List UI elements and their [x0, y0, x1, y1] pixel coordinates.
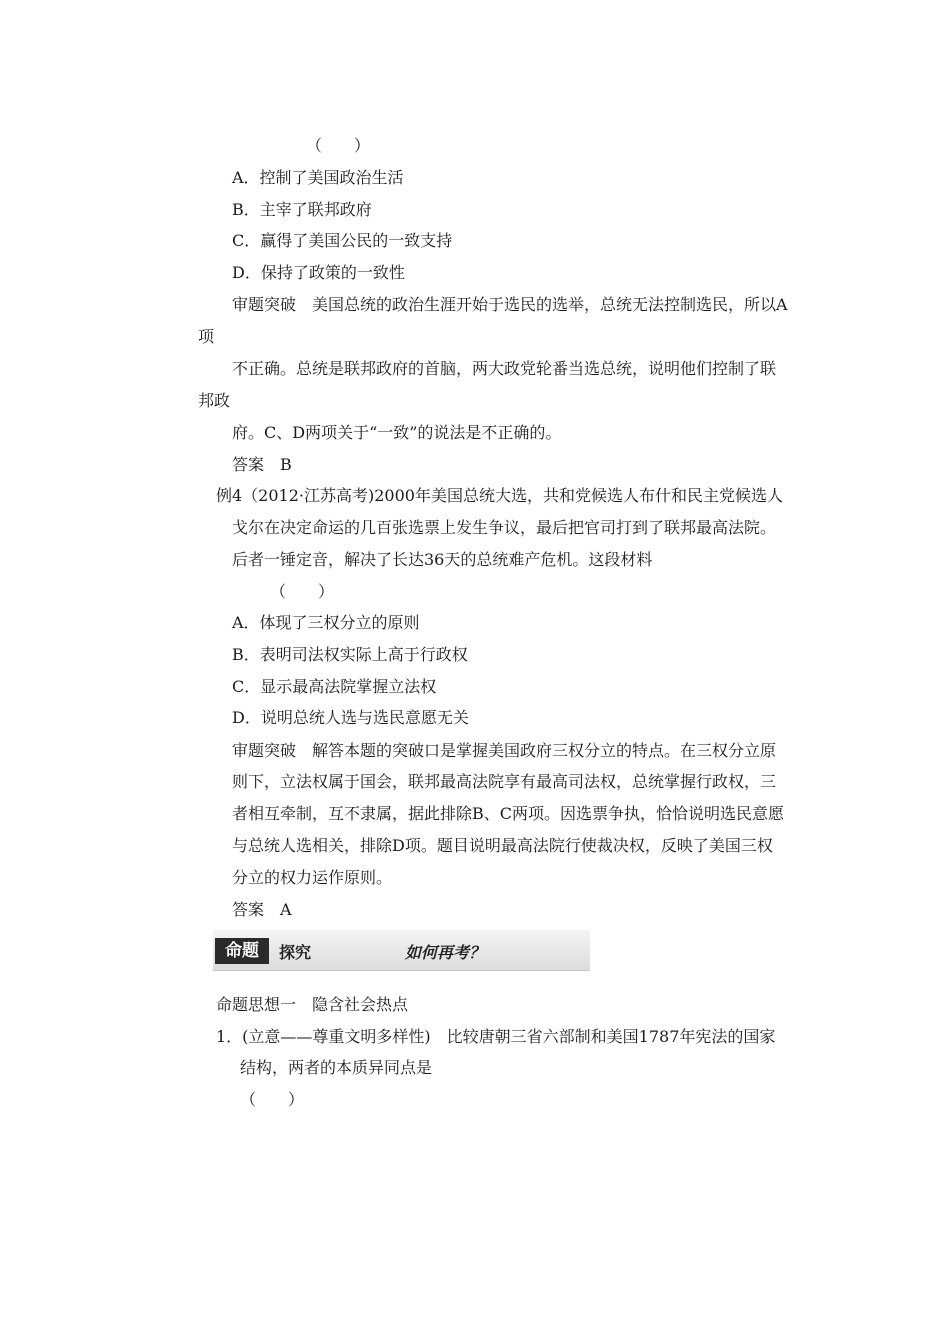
section-banner [213, 930, 590, 971]
analysis-line: 不正确。总统是联邦政府的首脑，两大政党轮番当选总统，说明他们控制了联 [232, 359, 777, 378]
analysis-line: 府。C、D两项关于“一致”的说法是不正确的。 [232, 423, 562, 442]
analysis-line: 审题突破 美国总统的政治生涯开始于选民的选举，总统无法控制选民，所以A [232, 295, 788, 314]
analysis-line: 则下，立法权属于国会，联邦最高法院享有最高司法权，总统掌握行政权，三 [232, 772, 777, 791]
section-heading: 命题思想一 隐含社会热点 [216, 995, 409, 1014]
analysis-line: 邦政 [198, 391, 231, 410]
option-c: C．赢得了美国公民的一致支持 [232, 231, 453, 250]
analysis-line: 审题突破 解答本题的突破口是掌握美国政府三权分立的特点。在三权分立原 [232, 741, 777, 760]
text-line: （ ） [306, 136, 371, 155]
analysis-line: 项 [198, 327, 215, 346]
text-line: （ ） [240, 1090, 305, 1109]
question-line: 1．(立意——尊重文明多样性) 比较唐朝三省六部制和美国1787年宪法的国家 [216, 1027, 776, 1046]
option-d: D．说明总统人选与选民意愿无关 [232, 708, 469, 727]
option-c: C．显示最高法院掌握立法权 [232, 677, 437, 696]
option-a: A．控制了美国政治生活 [232, 168, 404, 187]
text-line: （ ） [270, 582, 335, 601]
option-b: B．主宰了联邦政府 [232, 200, 372, 219]
banner-subtitle: 如何再考？ [405, 943, 486, 962]
example-question: 戈尔在决定命运的几百张选票上发生争议，最后把官司打到了联邦最高法院。 [232, 518, 777, 537]
analysis-line: 分立的权力运作原则。 [232, 868, 393, 887]
example-question: 例4（2012·江苏高考)2000年美国总统大选，共和党候选人布什和民主党候选人 [216, 486, 783, 505]
analysis-line: 与总统人选相关，排除D项。题目说明最高法院行使裁决权，反映了美国三权 [232, 836, 773, 855]
answer-line: 答案 B [232, 455, 292, 474]
example-question: 后者一锤定音，解决了长达36天的总统难产危机。这段材料 [232, 550, 653, 569]
option-b: B．表明司法权实际上高于行政权 [232, 645, 468, 664]
option-d: D．保持了政策的一致性 [232, 263, 405, 282]
banner-title: 探究 [279, 943, 312, 962]
banner-tag: 命题 [215, 938, 269, 964]
analysis-line: 者相互牵制，互不隶属，据此排除B、C两项。因选票争执，恰恰说明选民意愿 [232, 804, 785, 823]
option-a: A．体现了三权分立的原则 [232, 613, 420, 632]
answer-line: 答案 A [232, 900, 292, 919]
question-line: 结构，两者的本质异同点是 [240, 1058, 433, 1077]
